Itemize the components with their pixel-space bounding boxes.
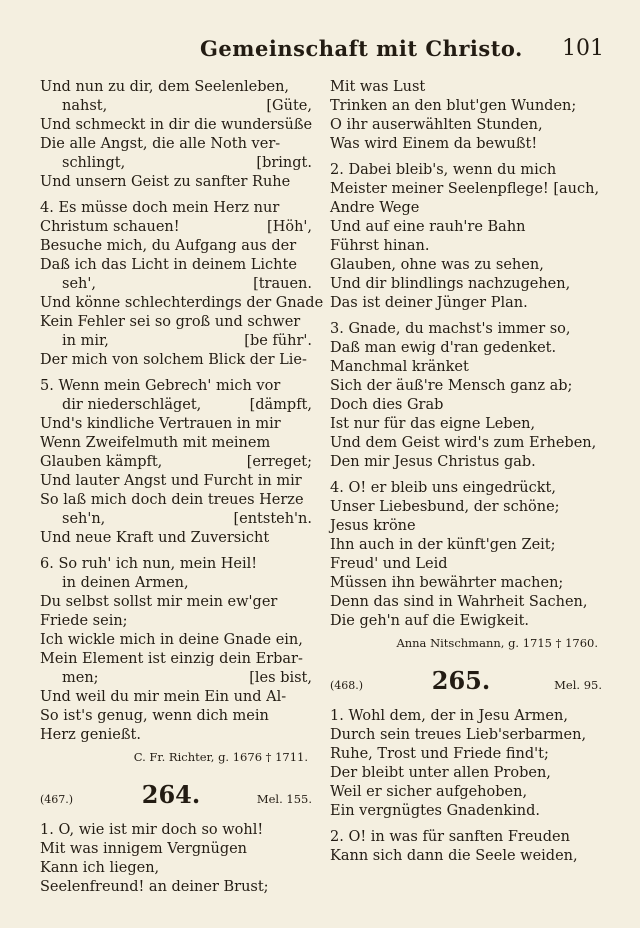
- verse-text: schlingt,: [62, 155, 126, 171]
- verse-line: [330, 116, 602, 135]
- page-number: 101: [562, 36, 604, 61]
- verse-line: [330, 707, 602, 726]
- melody-reference: Mel. 95.: [554, 678, 602, 692]
- verse-line: [40, 840, 312, 859]
- verse-line: [40, 612, 312, 631]
- verse-text: Mit was innigem Vergnügen: [40, 841, 248, 857]
- verse-line: [40, 237, 312, 256]
- verse-text: Und schmeckt in dir die wundersüße: [40, 117, 313, 133]
- verse-line: [40, 878, 312, 897]
- verse-text: Daß man ewig d'ran gedenket.: [330, 340, 557, 356]
- verse-line: [40, 574, 312, 593]
- stanza-block: [40, 199, 324, 370]
- verse-text: Ich wickle mich in deine Gnade ein,: [40, 632, 303, 648]
- verse-text: 3. Gnade, du machst's immer so,: [330, 321, 571, 337]
- verse-line: [40, 510, 312, 529]
- author-attribution: C. Fr. Richter, g. 1676 † 1711.: [133, 750, 308, 764]
- verse-text: Und's kindliche Vertrauen in mir: [40, 416, 281, 432]
- verse-text: nahst,: [62, 98, 108, 114]
- hymn-heading: [330, 666, 602, 705]
- verse-text: Seelenfreund! an deiner Brust;: [40, 879, 269, 895]
- stanza-block: [330, 78, 602, 154]
- stanza-block: [40, 377, 312, 548]
- left-column: [40, 78, 324, 897]
- verse-text: Kann sich dann die Seele weiden,: [330, 848, 578, 864]
- verse-line: [330, 180, 602, 199]
- verse-line: [330, 218, 602, 237]
- verse-line: [40, 256, 312, 275]
- verse-line: [40, 351, 312, 370]
- verse-line: [330, 396, 602, 415]
- verse-line: [330, 745, 602, 764]
- verse-line: [330, 847, 602, 866]
- verse-text: 5. Wenn mein Gebrech' mich vor: [40, 378, 281, 394]
- verse-text: Müssen ihn bewährter machen;: [330, 575, 564, 591]
- verse-text: Daß ich das Licht in deinem Lichte: [40, 257, 297, 273]
- verse-text: Und neue Kraft und Zuversicht: [40, 530, 270, 546]
- page-header: [0, 34, 640, 70]
- verse-text: Unser Liebesbund, der schöne;: [330, 499, 560, 515]
- verse-text: 4. O! er bleib uns eingedrückt,: [330, 480, 556, 496]
- verse-line: [40, 555, 312, 574]
- verse-line: [330, 726, 602, 745]
- verse-carryover: [bringt.: [256, 155, 312, 171]
- verse-line: [330, 256, 602, 275]
- verse-carryover: [Güte,: [266, 98, 312, 114]
- verse-text: Und könne schlechterdings der Gnade: [40, 295, 324, 311]
- verse-text: Sich der äuß're Mensch ganz ab;: [330, 378, 573, 394]
- verse-line: [40, 78, 312, 97]
- verse-text: Christum schauen!: [40, 219, 180, 235]
- verse-line: [40, 313, 312, 332]
- verse-line: [40, 491, 312, 510]
- verse-line: [40, 154, 312, 173]
- verse-line: [330, 294, 602, 313]
- verse-line: [40, 707, 312, 726]
- verse-text: Friede sein;: [40, 613, 128, 629]
- verse-text: Kein Fehler sei so groß und schwer: [40, 314, 301, 330]
- verse-text: Das ist deiner Jünger Plan.: [330, 295, 528, 311]
- verse-text: 1. Wohl dem, der in Jesu Armen,: [330, 708, 568, 724]
- verse-line: [330, 536, 602, 555]
- verse-line: [40, 332, 312, 351]
- verse-text: Was wird Einem da bewußt!: [330, 136, 538, 152]
- verse-line: [330, 97, 602, 116]
- verse-carryover: [erreget;: [246, 454, 312, 470]
- verse-line: [330, 764, 602, 783]
- verse-line: [330, 555, 602, 574]
- verse-carryover: [Höh',: [267, 219, 312, 235]
- verse-text: 1. O, wie ist mir doch so wohl!: [40, 822, 264, 838]
- verse-line: [40, 529, 312, 548]
- verse-carryover: [dämpft,: [249, 397, 312, 413]
- verse-line: [40, 669, 312, 688]
- verse-line: [40, 97, 312, 116]
- verse-line: [330, 415, 602, 434]
- stanza-block: [40, 821, 312, 897]
- verse-line: [40, 415, 312, 434]
- verse-text: Weil er sicher aufgehoben,: [330, 784, 528, 800]
- hymn-heading: [40, 780, 312, 819]
- melody-reference: Mel. 155.: [256, 792, 312, 806]
- verse-line: [40, 218, 312, 237]
- hymn-number: 265.: [431, 666, 491, 695]
- verse-text: Und nun zu dir, dem Seelenleben,: [40, 79, 290, 95]
- verse-text: seh',: [62, 276, 96, 292]
- verse-line: [40, 173, 312, 192]
- verse-text: Führst hinan.: [330, 238, 430, 254]
- verse-text: Freud' und Leid: [330, 556, 448, 572]
- verse-text: Glauben, ohne was zu sehen,: [330, 257, 544, 273]
- verse-text: Denn das sind in Wahrheit Sachen,: [330, 594, 588, 610]
- verse-text: Meister meiner Seelenpflege! [auch,: [330, 181, 600, 197]
- verse-line: [330, 377, 602, 396]
- stanza-block: [330, 161, 602, 313]
- verse-text: Manchmal kränket: [330, 359, 469, 375]
- verse-line: [40, 859, 312, 878]
- verse-text: Ihn auch in der künft'gen Zeit;: [330, 537, 556, 553]
- verse-text: Du selbst sollst mir mein ew'ger: [40, 594, 278, 610]
- right-column: [330, 78, 602, 866]
- verse-line: [330, 434, 602, 453]
- verse-text: Trinken an den blut'gen Wunden;: [330, 98, 577, 114]
- verse-text: Und dir blindlings nachzugehen,: [330, 276, 571, 292]
- verse-text: 2. Dabei bleib's, wenn du mich: [330, 162, 557, 178]
- verse-text: So laß mich doch dein treues Herze: [40, 492, 304, 508]
- verse-line: [330, 78, 602, 97]
- verse-carryover: [les bist,: [249, 670, 312, 686]
- verse-text: in deinen Armen,: [62, 575, 189, 591]
- verse-carryover: [trauen.: [253, 276, 312, 292]
- verse-line: [330, 802, 602, 821]
- verse-text: Ist nur für das eigne Leben,: [330, 416, 536, 432]
- verse-text: Die geh'n auf die Ewigkeit.: [330, 613, 530, 629]
- verse-line: [330, 320, 602, 339]
- verse-line: [330, 783, 602, 802]
- verse-line: [330, 593, 602, 612]
- verse-line: [330, 517, 602, 536]
- stanza-block: [40, 555, 312, 745]
- verse-line: [330, 498, 602, 517]
- verse-text: So ist's genug, wenn dich mein: [40, 708, 269, 724]
- running-title: Gemeinschaft mit Christo.: [200, 36, 523, 61]
- hymn-number: 264.: [141, 780, 201, 809]
- verse-line: [330, 275, 602, 294]
- verse-text: Besuche mich, du Aufgang aus der: [40, 238, 297, 254]
- verse-line: [330, 339, 602, 358]
- verse-line: [330, 612, 602, 631]
- verse-carryover: [entsteh'n.: [233, 511, 312, 527]
- stanza-block: [330, 320, 602, 472]
- author-attribution: Anna Nitschmann, g. 1715 † 1760.: [396, 636, 598, 650]
- verse-text: Ruhe, Trost und Friede find't;: [330, 746, 549, 762]
- verse-text: Jesus kröne: [330, 518, 416, 534]
- verse-line: [330, 479, 602, 498]
- verse-text: Kann ich liegen,: [40, 860, 160, 876]
- previous-hymn-number: (468.): [330, 679, 364, 692]
- previous-hymn-number: (467.): [40, 793, 74, 806]
- verse-line: [40, 199, 312, 218]
- verse-text: Andre Wege: [330, 200, 420, 216]
- verse-text: Mein Element ist einzig dein Erbar-: [40, 651, 303, 667]
- verse-line: [40, 650, 312, 669]
- verse-line: [40, 593, 312, 612]
- verse-text: Wenn Zweifelmuth mit meinem: [40, 435, 271, 451]
- verse-text: Und lauter Angst und Furcht in mir: [40, 473, 302, 489]
- verse-line: [40, 726, 312, 745]
- stanza-block: [330, 828, 602, 866]
- stanza-block: [330, 479, 602, 631]
- verse-line: [40, 135, 312, 154]
- verse-text: Und dem Geist wird's zum Erheben,: [330, 435, 597, 451]
- verse-line: [40, 116, 312, 135]
- verse-text: 2. O! in was für sanften Freuden: [330, 829, 570, 845]
- verse-text: Den mir Jesus Christus gab.: [330, 454, 536, 470]
- stanza-block: [40, 78, 312, 192]
- verse-carryover: [be führ'.: [244, 333, 312, 349]
- verse-text: Die alle Angst, die alle Noth ver-: [40, 136, 281, 152]
- verse-text: Doch dies Grab: [330, 397, 444, 413]
- verse-text: 6. So ruh' ich nun, mein Heil!: [40, 556, 258, 572]
- verse-line: [330, 828, 602, 847]
- verse-text: Der mich von solchem Blick der Lie-: [40, 352, 307, 368]
- verse-line: [330, 161, 602, 180]
- verse-line: [330, 135, 602, 154]
- verse-line: [330, 237, 602, 256]
- verse-text: Ein vergnügtes Gnadenkind.: [330, 803, 540, 819]
- verse-line: [330, 453, 602, 472]
- verse-text: Mit was Lust: [330, 79, 426, 95]
- verse-text: Und auf eine rauh're Bahn: [330, 219, 526, 235]
- verse-line: [40, 294, 324, 313]
- verse-text: men;: [62, 670, 99, 686]
- verse-text: in mir,: [62, 333, 109, 349]
- verse-text: O ihr auserwählten Stunden,: [330, 117, 543, 133]
- stanza-block: [330, 707, 602, 821]
- verse-line: [330, 574, 602, 593]
- verse-line: [40, 434, 312, 453]
- verse-text: Glauben kämpft,: [40, 454, 163, 470]
- verse-text: Durch sein treues Lieb'serbarmen,: [330, 727, 587, 743]
- verse-line: [330, 358, 602, 377]
- verse-text: 4. Es müsse doch mein Herz nur: [40, 200, 280, 216]
- verse-text: Der bleibt unter allen Proben,: [330, 765, 551, 781]
- verse-text: dir niederschläget,: [62, 397, 202, 413]
- verse-line: [40, 688, 312, 707]
- verse-line: [330, 199, 602, 218]
- verse-text: Herz genießt.: [40, 727, 141, 743]
- verse-line: [40, 275, 312, 294]
- verse-line: [40, 396, 312, 415]
- verse-line: [40, 472, 312, 491]
- verse-text: Und weil du mir mein Ein und Al-: [40, 689, 287, 705]
- verse-line: [40, 821, 312, 840]
- verse-line: [40, 453, 312, 472]
- verse-text: seh'n,: [62, 511, 106, 527]
- verse-line: [40, 377, 312, 396]
- verse-line: [40, 631, 312, 650]
- verse-text: Und unsern Geist zu sanfter Ruhe: [40, 174, 291, 190]
